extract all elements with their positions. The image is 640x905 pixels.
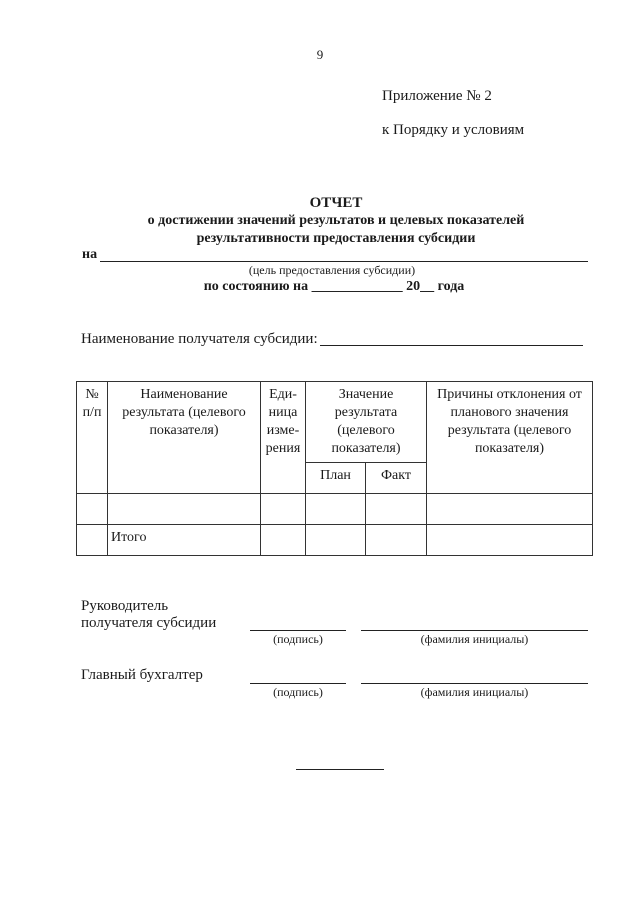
cell-result-name[interactable] bbox=[108, 494, 261, 525]
report-subtitle bbox=[0, 212, 640, 248]
page-number: 9 bbox=[316, 47, 324, 62]
cell-fact[interactable] bbox=[366, 494, 427, 525]
as-of-date-line: по состоянию на _____________ 20__ года bbox=[203, 279, 465, 294]
report-table bbox=[76, 381, 593, 556]
header-unit: Еди-ница изме-рения bbox=[261, 382, 306, 494]
table-header-row bbox=[77, 382, 593, 463]
head-name-caption: (фамилия инициалы) bbox=[420, 632, 529, 646]
head-title-line-1: Руководитель bbox=[81, 598, 169, 614]
head-signature-line[interactable] bbox=[250, 630, 346, 631]
accountant-title: Главный бухгалтер bbox=[81, 667, 203, 683]
head-name-line[interactable] bbox=[361, 630, 588, 631]
total-cell-num bbox=[77, 525, 108, 556]
appendix-reference: к Порядку и условиям bbox=[382, 122, 525, 138]
goal-fill-line[interactable] bbox=[100, 261, 588, 262]
total-cell-plan[interactable] bbox=[306, 525, 366, 556]
goal-caption: (цель предоставления субсидии) bbox=[248, 263, 416, 277]
cell-plan[interactable] bbox=[306, 494, 366, 525]
accountant-name-line[interactable] bbox=[361, 683, 588, 684]
cell-num[interactable] bbox=[77, 494, 108, 525]
header-fact: Факт bbox=[366, 463, 427, 494]
total-cell-fact[interactable] bbox=[366, 525, 427, 556]
report-title: ОТЧЕТ bbox=[309, 195, 363, 211]
table-total-row bbox=[77, 525, 593, 556]
recipient-fill-line[interactable] bbox=[320, 345, 583, 346]
end-divider bbox=[296, 769, 384, 770]
total-cell-reasons[interactable] bbox=[427, 525, 593, 556]
cell-unit[interactable] bbox=[261, 494, 306, 525]
header-num: № п/п bbox=[77, 382, 108, 494]
appendix-number: Приложение № 2 bbox=[382, 88, 492, 104]
header-plan: План bbox=[306, 463, 366, 494]
header-reasons: Причины отклонения от планового значения результата (целевого показателя) bbox=[427, 382, 593, 494]
na-label: на bbox=[82, 247, 98, 262]
report-subtitle-line-1: о достижении значений результатов и целевых показателей bbox=[147, 213, 525, 228]
header-value: Значение результата (целевого показателя) bbox=[306, 382, 427, 463]
header-result-name: Наименование результата (целевого показателя) bbox=[108, 382, 261, 494]
accountant-name-caption: (фамилия инициалы) bbox=[420, 685, 529, 699]
table-row bbox=[77, 494, 593, 525]
recipient-label: Наименование получателя субсидии: bbox=[81, 331, 318, 347]
total-cell-unit[interactable] bbox=[261, 525, 306, 556]
report-subtitle-line-2: результативности предоставления субсидии bbox=[196, 231, 476, 246]
accountant-signature-caption: (подпись) bbox=[273, 685, 323, 699]
head-signature-caption: (подпись) bbox=[273, 632, 323, 646]
total-label: Итого bbox=[108, 525, 261, 556]
accountant-signature-line[interactable] bbox=[250, 683, 346, 684]
head-title-line-2: получателя субсидии bbox=[81, 615, 217, 631]
cell-reasons[interactable] bbox=[427, 494, 593, 525]
